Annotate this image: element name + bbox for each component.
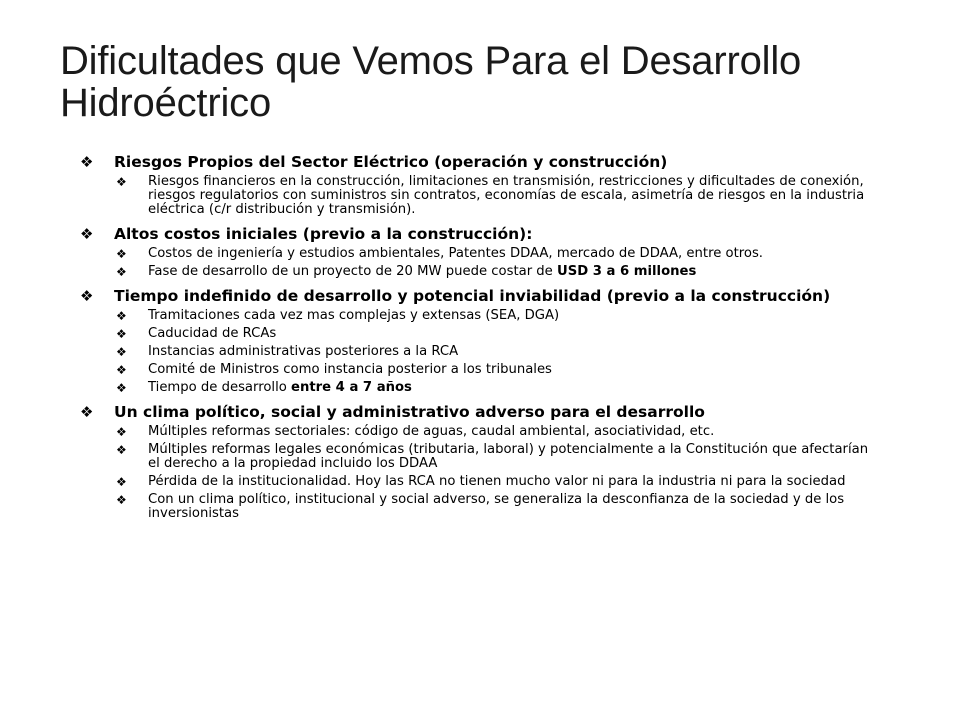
list-item-text: Con un clima político, institucional y social adverso, se generaliza la desconfianza de la sociedad y de los inversionistas — [148, 492, 845, 521]
diamond-bullet-icon: ❖ — [80, 287, 94, 305]
list-item-text: Riesgos financieros en la construcción, limitaciones en transmisión, restricciones y dificultades de conexión, riesgos regulatorios con suministros sin contratos, economías de escala, asimetría de riesgos en la industria eléctrica (c/r distribución y transmisión). — [148, 174, 865, 217]
list-item — [116, 475, 880, 489]
diamond-bullet-icon: ❖ — [116, 247, 127, 261]
list-item — [116, 265, 880, 279]
list-item — [116, 345, 880, 359]
section-heading — [80, 403, 880, 422]
list-item-text: Tiempo de desarrollo entre 4 a 7 años — [148, 380, 412, 395]
list-item — [116, 425, 880, 439]
list-item-text: Costos de ingeniería y estudios ambientales, Patentes DDAA, mercado de DDAA, entre otros. — [148, 246, 764, 261]
section-heading-text: Un clima político, social y administrativo adverso para el desarrollo — [114, 403, 705, 421]
list-item — [116, 363, 880, 377]
diamond-bullet-icon: ❖ — [116, 265, 127, 279]
diamond-bullet-icon: ❖ — [116, 345, 127, 359]
section-clima — [80, 403, 880, 521]
section-tiempo — [80, 287, 880, 395]
section-riesgos — [80, 153, 880, 217]
diamond-bullet-icon: ❖ — [116, 175, 127, 189]
list-item — [116, 175, 880, 217]
list-item-text: Tramitaciones cada vez mas complejas y extensas (SEA, DGA) — [148, 308, 560, 323]
section-heading — [80, 153, 880, 172]
list-item-text: Instancias administrativas posteriores a la RCA — [148, 344, 459, 359]
list-item-text: Pérdida de la institucionalidad. Hoy las RCA no tienen mucho valor ni para la industria ni para la sociedad — [148, 474, 846, 489]
list-item-text: Caducidad de RCAs — [148, 326, 277, 341]
list-item — [116, 443, 880, 471]
section-heading — [80, 287, 880, 306]
slide-title: Dificultades que Vemos Para el Desarrollo Hidroéctrico — [60, 39, 802, 125]
diamond-bullet-icon: ❖ — [116, 493, 127, 507]
diamond-bullet-icon: ❖ — [116, 475, 127, 489]
section-heading-text: Altos costos iniciales (previo a la construcción): — [114, 225, 533, 243]
section-heading — [80, 225, 880, 244]
section-heading-text: Tiempo indefinido de desarrollo y potencial inviabilidad (previo a la construcción) — [114, 287, 831, 305]
list-item — [116, 381, 880, 395]
list-item — [116, 247, 880, 261]
diamond-bullet-icon: ❖ — [116, 363, 127, 377]
section-heading-text: Riesgos Propios del Sector Eléctrico (operación y construcción) — [114, 153, 668, 171]
diamond-bullet-icon: ❖ — [116, 327, 127, 341]
list-item — [116, 493, 880, 521]
list-item-text: Múltiples reformas sectoriales: código de aguas, caudal ambiental, asociatividad, etc. — [148, 424, 715, 439]
list-item-text: Comité de Ministros como instancia posterior a los tribunales — [148, 362, 552, 377]
diamond-bullet-icon: ❖ — [80, 403, 94, 421]
list-item — [116, 309, 880, 323]
diamond-bullet-icon: ❖ — [116, 309, 127, 323]
diamond-bullet-icon: ❖ — [80, 225, 94, 243]
diamond-bullet-icon: ❖ — [116, 381, 127, 395]
diamond-bullet-icon: ❖ — [116, 425, 127, 439]
list-item-text: Fase de desarrollo de un proyecto de 20 MW puede costar de USD 3 a 6 millones — [148, 264, 697, 279]
diamond-bullet-icon: ❖ — [116, 443, 127, 457]
bullet-list — [80, 153, 880, 529]
list-item-text: Múltiples reformas legales económicas (tributaria, laboral) y potencialmente a la Constitución que afectarían el derecho a la propiedad incluido los DDAA — [148, 442, 869, 471]
section-costos — [80, 225, 880, 279]
list-item — [116, 327, 880, 341]
diamond-bullet-icon: ❖ — [80, 153, 94, 171]
